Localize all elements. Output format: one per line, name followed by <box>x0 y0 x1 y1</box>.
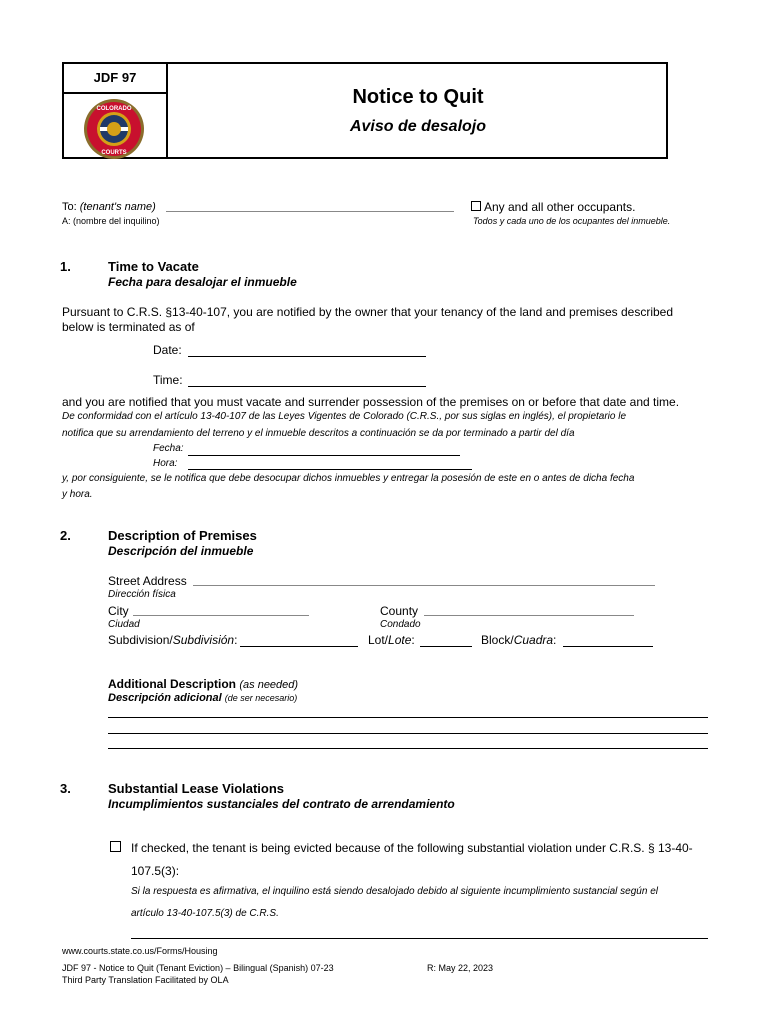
form-header-left <box>64 64 168 157</box>
time-field[interactable] <box>188 386 426 387</box>
subdivision-label-en: Subdivision/ <box>108 633 173 647</box>
colorado-courts-seal <box>83 98 145 160</box>
city-label: City <box>108 604 129 618</box>
violation-checkbox[interactable] <box>110 841 121 852</box>
county-label: County <box>380 604 419 618</box>
section2-subtitle: Descripción del inmueble <box>108 544 254 558</box>
section1-title: Time to Vacate <box>108 259 199 274</box>
additional-es <box>108 692 297 704</box>
occupants-label: Any and all other occupants. <box>484 200 636 214</box>
subdivision-field[interactable] <box>240 646 358 647</box>
section3-subtitle: Incumplimientos sustanciales del contrato de arrendamiento <box>108 797 455 811</box>
section3-es-line2: artículo 13-40-107.5(3) de C.R.S. <box>131 908 279 919</box>
form-code: JDF 97 <box>64 64 166 94</box>
street-label: Street Address <box>108 574 187 588</box>
city-field[interactable] <box>133 615 309 616</box>
block-colon: : <box>553 633 557 647</box>
lot-field[interactable] <box>420 646 472 647</box>
section1-es-notified1: y, por consiguiente, se le notifica que debe desocupar dichos inmuebles y entregar la posesión de este en o antes de dicha fecha <box>62 473 635 484</box>
subdivision-label <box>108 633 237 647</box>
footer-form-line: JDF 97 - Notice to Quit (Tenant Eviction) – Bilingual (Spanish) 07-23 <box>62 963 334 973</box>
additional-title-text: Additional Description <box>108 677 237 691</box>
street-field[interactable] <box>193 585 655 586</box>
page-subtitle: Aviso de desalojo <box>349 118 487 135</box>
section1-number: 1. <box>60 259 71 274</box>
hora-field[interactable] <box>188 469 472 470</box>
block-label-es: Cuadra <box>513 633 554 647</box>
block-label <box>481 633 556 647</box>
additional-line-1[interactable] <box>108 717 708 718</box>
block-label-en: Block/ <box>481 633 514 647</box>
footer-translation: Third Party Translation Facilitated by OLA <box>62 975 229 985</box>
page-title: Notice to Quit <box>352 86 484 108</box>
block-field[interactable] <box>563 646 653 647</box>
street-es: Dirección física <box>108 589 176 600</box>
lot-label-es: Lote <box>388 633 412 647</box>
additional-title <box>108 677 298 691</box>
section2-number: 2. <box>60 528 71 543</box>
section1-es-line1: De conformidad con el artículo 13-40-107 de las Leyes Vigentes de Colorado (C.R.S., por sus siglas en inglés), el propietario le <box>62 411 627 422</box>
seal-text-bottom: COURTS <box>101 150 127 156</box>
section3-title: Substantial Lease Violations <box>108 781 285 796</box>
hora-label: Hora: <box>153 458 178 469</box>
violation-field[interactable] <box>131 938 708 939</box>
fecha-label: Fecha: <box>153 443 184 454</box>
tenant-name-field[interactable] <box>166 211 454 212</box>
subdivision-colon: : <box>234 633 238 647</box>
lot-label <box>368 633 415 647</box>
additional-es-text: Descripción adicional <box>108 692 222 704</box>
additional-line-3[interactable] <box>108 748 708 749</box>
additional-es-note: (de ser necesario) <box>224 693 298 703</box>
lot-label-en: Lot/ <box>368 633 389 647</box>
section1-subtitle: Fecha para desalojar el inmueble <box>108 275 297 289</box>
form-header <box>62 62 668 159</box>
section1-es-notified2: y hora. <box>62 489 93 500</box>
to-label-italic: (tenant's name) <box>79 201 156 213</box>
occupants-es: Todos y cada uno de los ocupantes del inmueble. <box>473 216 671 226</box>
to-label-text: To: <box>62 201 80 213</box>
subdivision-label-es: Subdivisión <box>172 633 235 647</box>
section2-title: Description of Premises <box>108 528 257 543</box>
section1-para-line1: Pursuant to C.R.S. §13-40-107, you are notified by the owner that your tenancy of the land and premises described <box>62 305 674 319</box>
additional-line-2[interactable] <box>108 733 708 734</box>
time-label: Time: <box>153 373 183 387</box>
county-field[interactable] <box>424 615 634 616</box>
to-label-es: A: (nombre del inquilino) <box>62 216 160 226</box>
section1-para-line2: below is terminated as of <box>62 320 195 334</box>
section3-check-line1: If checked, the tenant is being evicted because of the following substantial violation under C.R.S. § 13-40- <box>131 841 693 855</box>
footer-revision: R: May 22, 2023 <box>427 963 494 973</box>
date-field[interactable] <box>188 356 426 357</box>
county-es: Condado <box>380 619 421 630</box>
lot-colon: : <box>411 633 415 647</box>
seal-text-top: COLORADO <box>96 106 132 112</box>
section1-es-line2: notifica que su arrendamiento del terreno y el inmueble descritos a continuación se da por terminado a partir del día <box>62 428 575 439</box>
section3-number: 3. <box>60 781 71 796</box>
section3-es-line1: Si la respuesta es afirmativa, el inquilino está siendo desalojado debido al siguiente incumplimiento sustancial según el <box>131 886 658 897</box>
city-es: Ciudad <box>108 619 140 630</box>
section1-notified: and you are notified that you must vacate and surrender possession of the premises on or before that date and time. <box>62 395 680 409</box>
to-label <box>62 201 156 213</box>
date-label: Date: <box>153 343 182 357</box>
additional-note: (as needed) <box>239 679 299 691</box>
fecha-field[interactable] <box>188 455 460 456</box>
footer-url: www.courts.state.co.us/Forms/Housing <box>62 946 218 956</box>
section3-check-line2: 107.5(3): <box>131 864 180 878</box>
occupants-checkbox[interactable] <box>471 201 481 211</box>
